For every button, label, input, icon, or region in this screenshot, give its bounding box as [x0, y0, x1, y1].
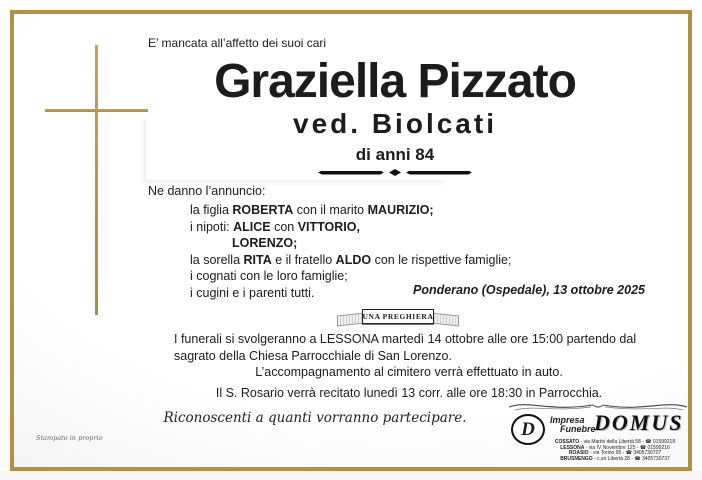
address-lines — [539, 440, 691, 462]
closing-line: Riconoscenti a quanti vorranno partecipare. — [163, 410, 467, 426]
family-line: i nipoti: ALICE con VITTORIO, — [190, 219, 360, 234]
header-block — [130, 56, 660, 176]
impresa-label: Impresa — [550, 415, 585, 425]
funeral-home-logo — [505, 399, 691, 463]
cross-icon — [95, 45, 98, 315]
family-line: la figlia ROBERTA con il marito MAURIZIO; — [190, 203, 434, 217]
ribbon-label-box — [362, 309, 434, 324]
announcement-lead: Ne danno l’annuncio: — [148, 184, 266, 198]
printed-note: Stampato in proprio — [36, 434, 103, 442]
rosary-line: Il S. Rosario verrà recitato lunedì 13 corr. alle ore 18:30 in Parrocchia. — [215, 386, 603, 400]
widow-line: ved. Biolcati — [293, 108, 497, 139]
funeral-line-1: I funerali si svolgeranno a LESSONA martedì 14 ottobre alle ore 15:00 partendo dal — [174, 332, 637, 346]
funebre-label: Funebre — [560, 424, 596, 434]
divider-diamond-icon — [389, 169, 401, 176]
address-line: ROASIO - via Torino 95 - ☎ 3405730707 — [568, 450, 662, 457]
address-line: BRUSNENGO - c.so Libertà 28 - ☎ 3405730737 — [560, 455, 670, 462]
emblem-letter: D — [521, 419, 535, 440]
family-line: LORENZO; — [232, 236, 298, 250]
place-date-line: Ponderano (Ospedale), 13 ottobre 2025 — [412, 283, 645, 297]
family-line: la sorella RITA e il fratello ALDO con le rispettive famiglie; — [190, 252, 512, 267]
bottom-edge-strip — [0, 471, 702, 480]
address-line: COSSATO - via Martiri della Libertà 58 - ☎ 01599218 — [554, 439, 676, 445]
family-line: i cugini e i parenti tutti. — [190, 285, 315, 300]
funeral-line-3: L’accompagnamento al cimitero verrà effettuato in auto. — [255, 365, 563, 379]
ornamental-divider — [130, 169, 660, 176]
address-line: LESSONA - via IV Novembre 125 - ☎ 01599216 — [560, 444, 670, 451]
family-line: i cognati con le loro famiglie; — [190, 269, 348, 283]
domus-brand: DOMUS — [594, 410, 684, 435]
intro-line: E’ mancata all’affetto dei suoi cari — [148, 36, 327, 50]
divider-bar-right — [406, 171, 472, 175]
ribbon-label: UNA PREGHIERA — [362, 312, 434, 321]
funeral-line-2: sagrato della Chiesa Parrocchiale di San Lorenzo. — [174, 348, 452, 363]
funeral-details — [174, 331, 644, 381]
deceased-name: Graziella Pizzato — [214, 55, 576, 108]
divider-bar-left — [318, 171, 384, 175]
ribbon-tail-left — [337, 313, 365, 327]
prayer-ribbon — [337, 307, 459, 329]
age-line: di anni 84 — [355, 145, 435, 164]
ribbon-tail-right — [431, 313, 459, 327]
